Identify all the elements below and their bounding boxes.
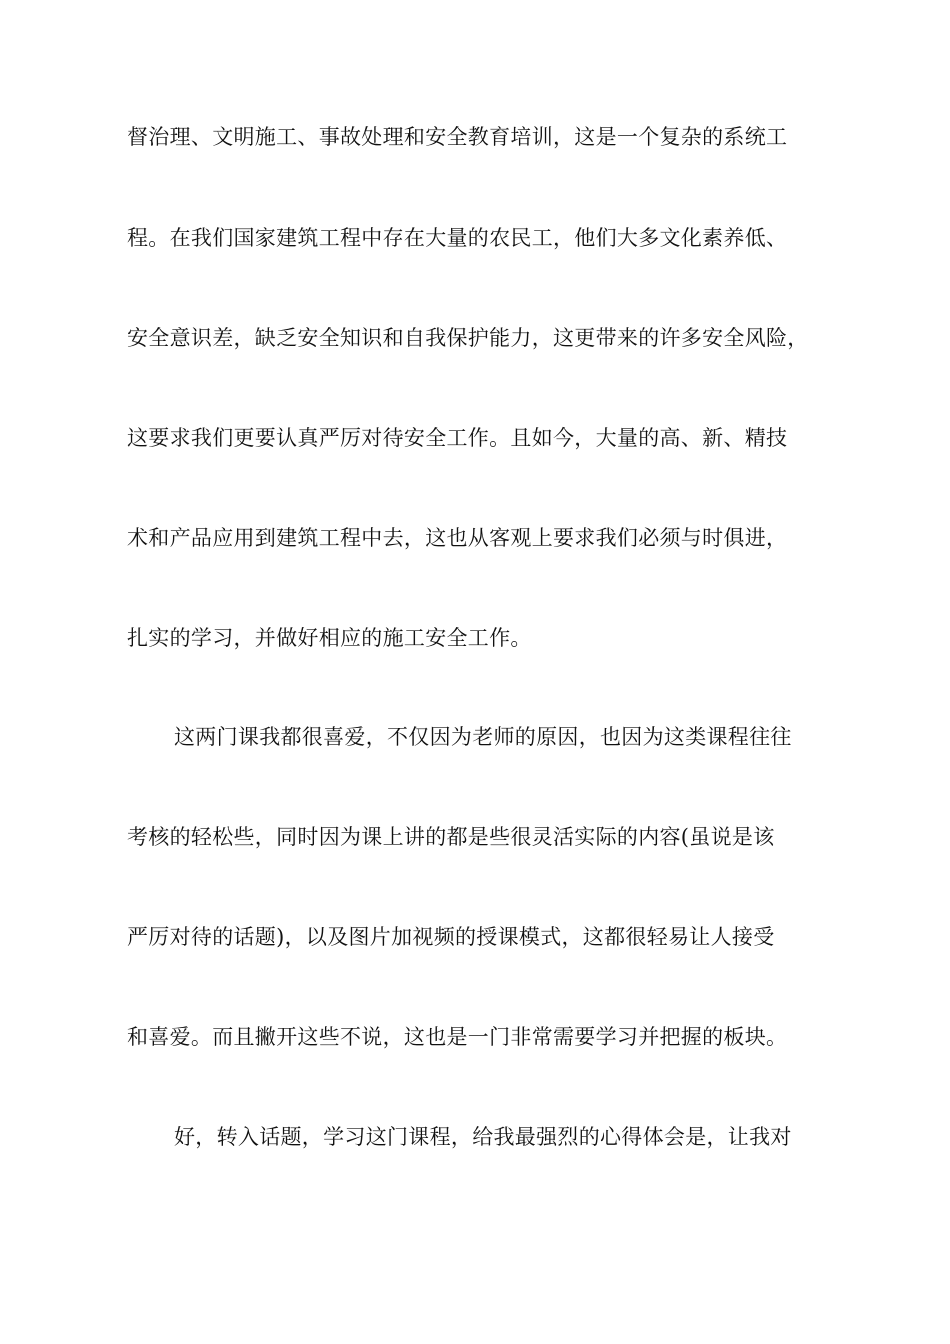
body-text-line: 术和产品应用到建筑工程中去，这也从客观上要求我们必须与时俱进， [127,526,788,550]
body-text-line: 扎实的学习，并做好相应的施工安全工作。 [127,626,532,650]
body-text-line: 安全意识差，缺乏安全知识和自我保护能力，这更带来的许多安全风险， [127,326,809,350]
body-text-line: 严厉对待的话题)，以及图片加视频的授课模式，这都很轻易让人接受 [127,925,775,949]
paragraph-first-line: 这两门课我都很喜爱，不仅因为老师的原因，也因为这类课程往往 [174,725,792,749]
body-text-line: 和喜爱。而且撇开这些不说，这也是一门非常需要学习并把握的板块。 [127,1025,788,1049]
body-text-line: 督治理、文明施工、事故处理和安全教育培训，这是一个复杂的系统工 [127,125,788,149]
body-text-line: 程。在我们国家建筑工程中存在大量的农民工，他们大多文化素养低、 [127,226,788,250]
body-text-line: 考核的轻松些，同时因为课上讲的都是些很灵活实际的内容(虽说是该 [127,825,775,849]
paragraph-first-line: 好，转入话题，学习这门课程，给我最强烈的心得体会是，让我对 [174,1125,792,1149]
body-text-line: 这要求我们更要认真严厉对待安全工作。且如今，大量的高、新、精技 [127,426,788,450]
